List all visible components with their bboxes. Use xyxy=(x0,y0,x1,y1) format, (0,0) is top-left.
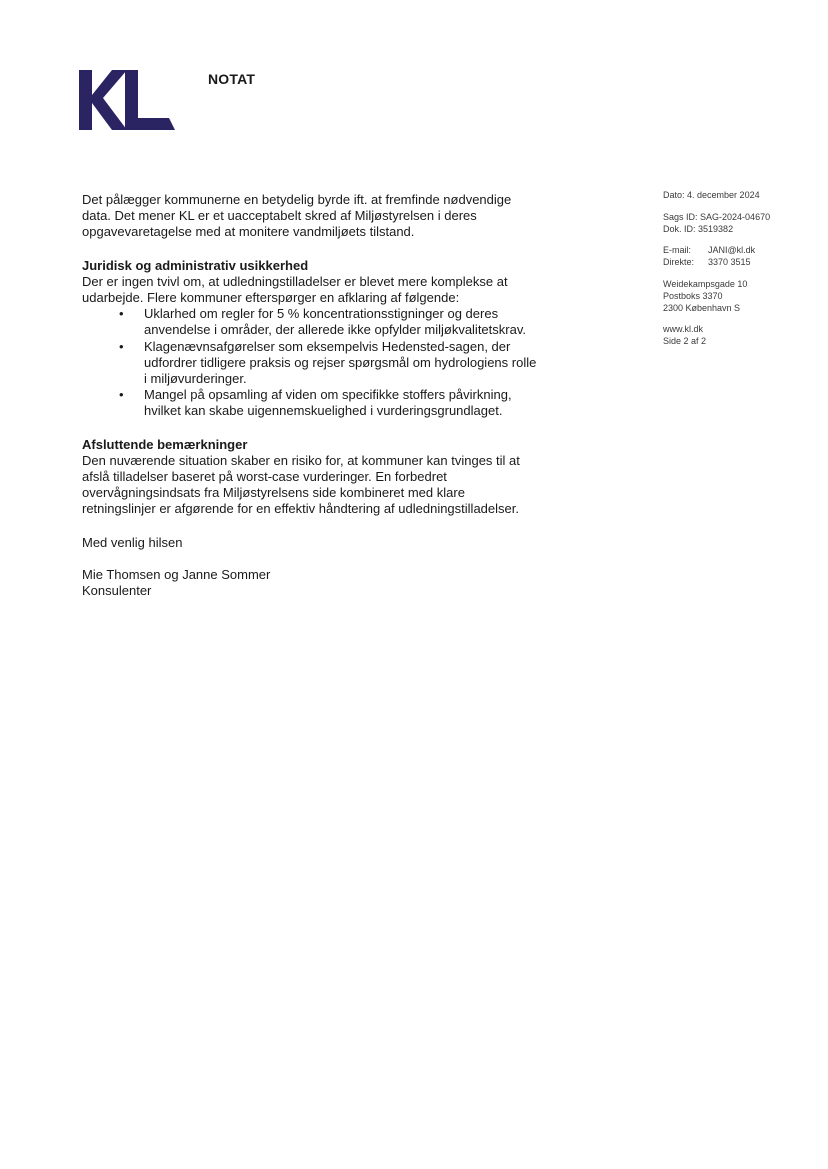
email-row xyxy=(663,245,803,257)
bullet-line: anvendelse i områder, der allerede ikke opfylder miljøkvalitetskrav. xyxy=(144,322,526,338)
bullet-line: hvilket kan skabe uigennemskuelighed i vurderingsgrundlaget. xyxy=(144,403,503,419)
doc-id-value: 3519382 xyxy=(698,223,734,234)
date-value: 4. december 2024 xyxy=(687,190,760,200)
direct-phone-row xyxy=(663,257,803,269)
address-line: Weidekampsgade 10 xyxy=(663,278,748,289)
intro-line: Det pålægger kommunerne en betydelig byrde ift. at fremfinde nødvendige xyxy=(82,192,512,207)
signature-names: Mie Thomsen og Janne Sommer xyxy=(82,566,271,582)
email-label: E-mail: xyxy=(663,245,692,256)
doc-id-label: Dok. ID: xyxy=(663,223,696,234)
intro-paragraph xyxy=(82,192,562,241)
email-value[interactable]: JANI@kl.dk xyxy=(708,245,756,256)
bullet-line: udfordrer tidligere praksis og rejser spørgsmål om hydrologiens rolle xyxy=(144,354,537,370)
bullet-item xyxy=(144,387,562,419)
letter-body xyxy=(82,192,562,599)
website-link[interactable]: www.kl.dk xyxy=(663,324,704,335)
section-legal-uncertainty xyxy=(82,258,562,420)
kl-logo-mark xyxy=(79,70,175,130)
bullet-line: Mangel på opsamling af viden om specifikke stoffers påvirkning, xyxy=(144,387,512,403)
case-id-label: Sags ID: xyxy=(663,211,698,222)
intro-line: opgavevaretagelse med at monitere vandmiljøets tilstand. xyxy=(82,224,415,240)
case-id-row xyxy=(663,212,803,224)
text-line: afslå tilladelser baseret på worst-case vurderinger. En forbedret xyxy=(82,469,447,485)
bullet-line: Uklarhed om regler for 5 % koncentrationsstigninger og deres xyxy=(144,306,499,322)
section-heading: Afsluttende bemærkninger xyxy=(82,436,248,452)
direct-phone-label: Direkte: xyxy=(663,257,695,268)
bullet-line: i miljøvurderinger. xyxy=(144,371,247,387)
bullet-list xyxy=(82,306,562,419)
direct-phone-value: 3370 3515 xyxy=(708,257,751,268)
closing-salutation: Med venlig hilsen xyxy=(82,534,183,550)
case-id-value: SAG-2024-04670 xyxy=(700,211,771,222)
web-group xyxy=(663,324,803,348)
signature-title: Konsulenter xyxy=(82,583,152,599)
bullet-line: Klagenævnsafgørelser som eksempelvis Hedensted-sagen, der xyxy=(144,338,511,354)
text-line: Den nuværende situation skaber en risiko for, at kommuner kan tvinges til at xyxy=(82,452,520,468)
text-line: overvågningsindsats fra Miljøstyrelsens side kombineret med klare xyxy=(82,485,465,501)
section-text xyxy=(82,453,562,518)
date-label: Dato: xyxy=(663,190,685,200)
text-line: retningslinjer er afgørende for en effektiv håndtering af udledningstilladelser. xyxy=(82,501,519,517)
page-number: Side 2 af 2 xyxy=(663,336,707,347)
date-group xyxy=(663,190,803,202)
section-closing-remarks xyxy=(82,437,562,518)
section-text xyxy=(82,274,562,306)
bullet-item xyxy=(144,339,562,388)
document-type: NOTAT xyxy=(208,71,256,87)
intro-line: data. Det mener KL er et uacceptabelt skred af Miljøstyrelsen i deres xyxy=(82,208,477,224)
text-line: Der er ingen tvivl om, at udledningstilladelser er blevet mere komplekse at xyxy=(82,273,508,289)
kl-logo xyxy=(79,70,175,130)
id-group xyxy=(663,212,803,236)
address-line: Postboks 3370 xyxy=(663,290,723,301)
contact-group xyxy=(663,245,803,269)
signature-block xyxy=(82,567,562,599)
date-row xyxy=(663,190,803,202)
address-line: 2300 København S xyxy=(663,302,741,313)
section-heading: Juridisk og administrativ usikkerhed xyxy=(82,257,309,273)
text-line: udarbejde. Flere kommuner efterspørger en afklaring af følgende: xyxy=(82,290,460,306)
document-metadata xyxy=(663,190,803,358)
bullet-item xyxy=(144,306,562,338)
doc-id-row xyxy=(663,224,803,236)
address-group xyxy=(663,279,803,314)
